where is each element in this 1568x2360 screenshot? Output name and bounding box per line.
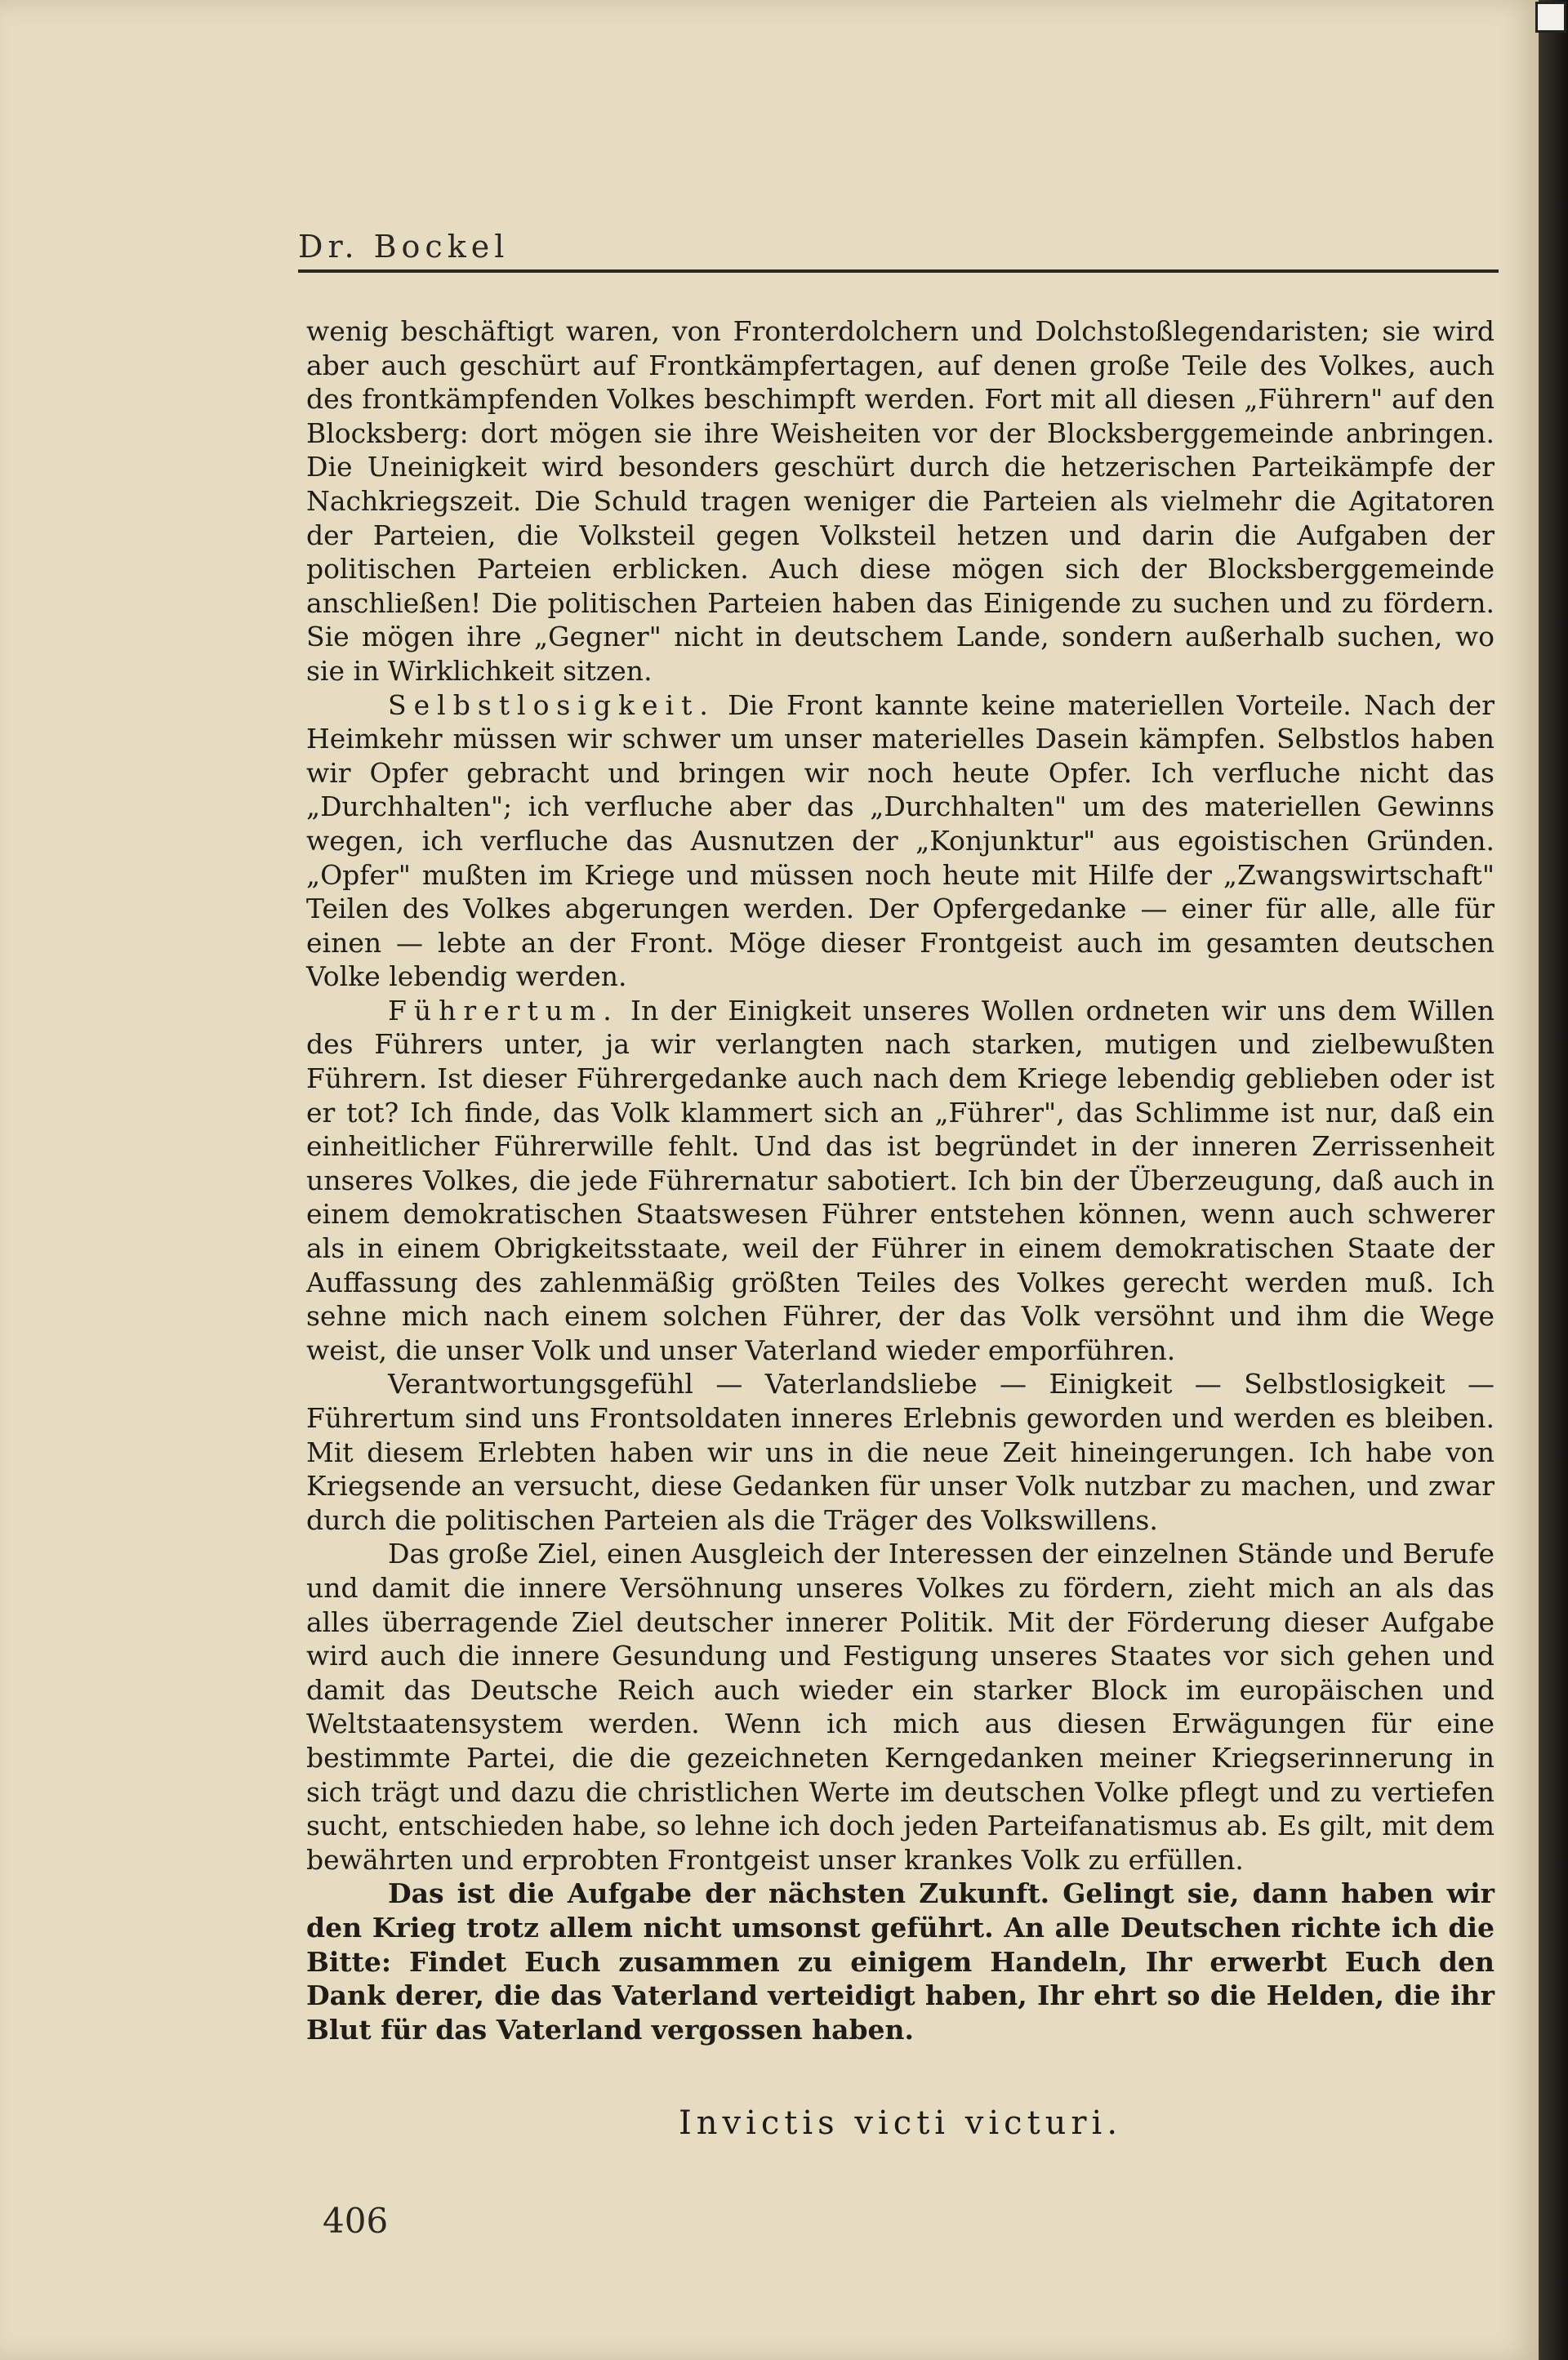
header-rule bbox=[298, 269, 1499, 273]
section-lead: Selbstlosigkeit. bbox=[388, 688, 715, 721]
paragraph: Verantwortungsgefühl — Vaterlandsliebe — Einigkeit — Selbstlosigkeit — Führertum sind uns Frontsoldaten inneres Erlebnis geworden und werden es bleiben. Mit diesem Erlebten haben wir uns in die neue Zeit hineingerungen. Ich habe von Kriegsende an versucht, diese Gedanken für unser Volk nutzbar zu machen, und zwar durch die politischen Parteien als die Träger des Volkswillens. bbox=[306, 1368, 1494, 1536]
section-lead: Führertum. bbox=[388, 994, 619, 1026]
page-edge bbox=[1539, 0, 1568, 2360]
corner-mark bbox=[1535, 2, 1566, 33]
paragraph-text: In der Einigkeit unseres Wollen ordneten wir uns dem Willen des Führers unter, ja wir verlangten nach starken, mutigen und zielbewußten Führern. Ist dieser Führergedanke auch nach dem Kriege lebendig geblieben oder ist er tot? Ich finde, das Volk klammert sich an „Führer", das Schlimme ist nur, daß ein einheitlicher Führerwille fehlt. Und das ist begründet in der inneren Zerrissenheit unseres Volkes, die jede Führernatur sabotiert. Ich bin der Überzeugung, daß auch in einem demokratischen Staatswesen Führer entstehen können, wenn auch schwerer als in einem Obrigkeitsstaate, weil der Führer in einem demokratischen Staate der Auffassung des zahlenmäßig größten Teiles des Volkes gerecht werden muß. Ich sehne mich nach einem solchen Führer, der das Volk versöhnt und ihm die Wege weist, die unser Volk und unser Vaterland wieder emporführen. bbox=[306, 994, 1494, 1366]
paragraph-text: Die Front kannte keine materiellen Vorteile. Nach der Heimkehr müssen wir schwer um unser materielles Dasein kämpfen. Selbstlos haben wir Opfer gebracht und bringen wir noch heute Opfer. Ich verfluche nicht das „Durchhalten"; ich verfluche aber das „Durchhalten" um des materiellen Gewinns wegen, ich verfluche das Ausnutzen der „Konjunktur" aus egoistischen Gründen. „Opfer" mußten im Kriege und müssen noch heute mit Hilfe der „Zwangswirtschaft" Teilen des Volkes abgerungen werden. Der Opfergedanke — einer für alle, alle für einen — lebte an der Front. Möge dieser Frontgeist auch im gesamten deutschen Volke lebendig werden. bbox=[306, 688, 1494, 993]
running-head: Dr. Bockel bbox=[298, 229, 510, 265]
motto: Invictis victi victuri. bbox=[678, 2104, 1123, 2142]
paragraph bbox=[306, 688, 1494, 994]
page-header bbox=[298, 229, 1499, 265]
closing-paragraph: Das ist die Aufgabe der nächsten Zukunft. Gelingt sie, dann haben wir den Krieg trotz allem nicht umsonst geführt. An alle Deutschen richte ich die Bitte: Findet Euch zusammen zu einigem Handeln, Ihr erwerbt Euch den Dank derer, die das Vaterland verteidigt haben, Ihr ehrt so die Helden, die ihr Blut für das Vaterland vergossen haben. bbox=[306, 1877, 1494, 2046]
body-text bbox=[306, 314, 1494, 2046]
paragraph bbox=[306, 994, 1494, 1368]
paragraph: Das große Ziel, einen Ausgleich der Interessen der einzelnen Stände und Berufe und damit die innere Versöhnung unseres Volkes zu fördern, zieht mich an als das alles überragende Ziel deutscher innerer Politik. Mit der Förderung dieser Aufgabe wird auch die innere Gesundung und Festigung unseres Staates vor sich gehen und damit das Deutsche Reich auch wieder ein starker Block im europäischen und Weltstaatensystem werden. Wenn ich mich aus diesen Erwägungen für eine bestimmte Partei, die die gezeichneten Kerngedanken meiner Kriegserinnerung in sich trägt und dazu die christlichen Werte im deutschen Volke pflegt und zu vertiefen sucht, entschieden habe, so lehne ich doch jeden Parteifanatismus ab. Es gilt, mit dem bewährten und erprobten Frontgeist unser krankes Volk zu erfüllen. bbox=[306, 1538, 1494, 1876]
page-number: 406 bbox=[323, 2201, 389, 2241]
paragraph: wenig beschäftigt waren, von Fronterdolchern und Dolchstoßlegendaristen; sie wird aber auch geschürt auf Frontkämpfertagen, auf denen große Teile des Volkes, auch des frontkämpfenden Volkes beschimpft werden. Fort mit all diesen „Führern" auf den Blocksberg: dort mögen sie ihre Weisheiten vor der Blocksberggemeinde anbringen. Die Uneinigkeit wird besonders geschürt durch die hetzerischen Parteikämpfe der Nachkriegszeit. Die Schuld tragen weniger die Parteien als vielmehr die Agitatoren der Parteien, die Volksteil gegen Volksteil hetzen und darin die Aufgaben der politischen Parteien erblicken. Auch diese mögen sich der Blocksberggemeinde anschließen! Die politischen Parteien haben das Einigende zu suchen und zu fördern. Sie mögen ihre „Gegner" nicht in deutschem Lande, sondern außerhalb suchen, wo sie in Wirklichkeit sitzen. bbox=[306, 315, 1494, 687]
